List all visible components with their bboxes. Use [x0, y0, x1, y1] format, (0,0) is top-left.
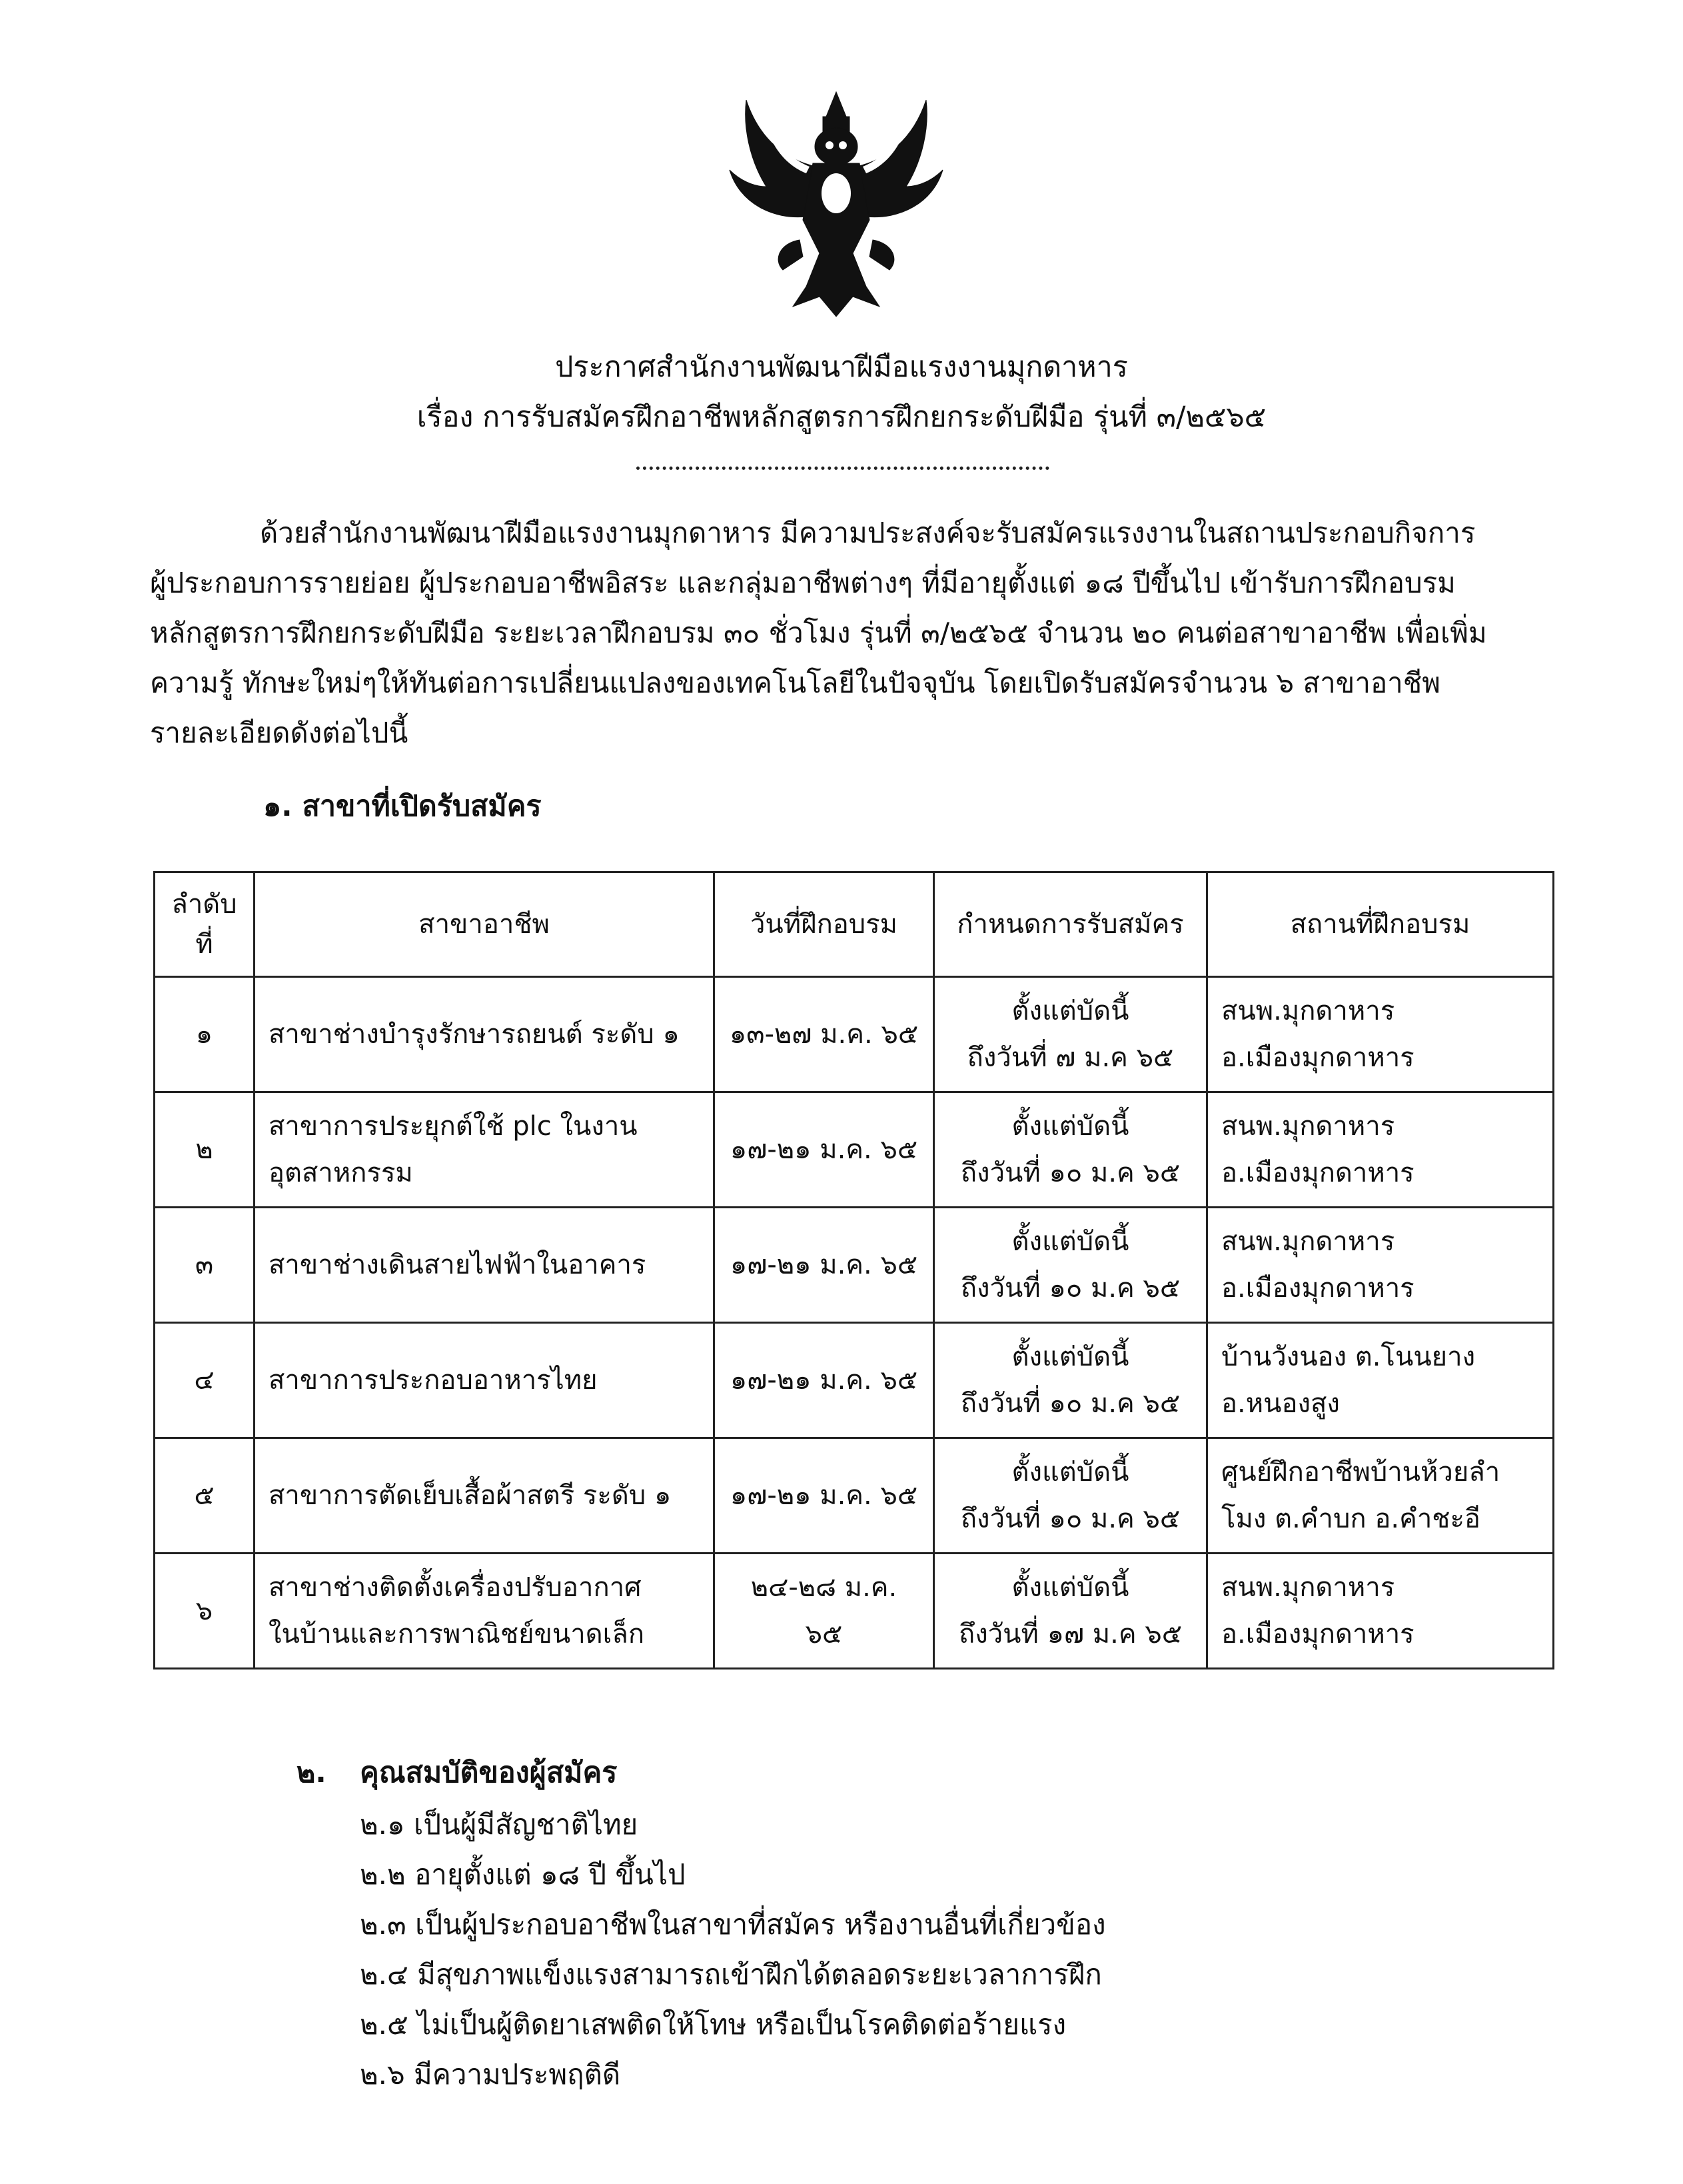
location-line: สนพ.มุกดาหาร: [1221, 1226, 1395, 1257]
location-line: อ.เมืองมุกดาหาร: [1221, 1042, 1414, 1073]
registration-line: ตั้งแต่บัดนี้: [1011, 1342, 1129, 1372]
branch-line: สาขาช่างบำรุงรักษารถยนต์ ระดับ ๑: [269, 1019, 680, 1050]
registration-cell: [934, 1323, 1207, 1438]
column-header-location: สถานที่ฝึกอบรม: [1207, 872, 1554, 977]
registration-line: ถึงวันที่ ๑๐ ม.ค ๖๕: [960, 1273, 1181, 1304]
intro-line: รายละเอียดดังต่อไปนี้: [150, 716, 408, 749]
branch-line: สาขาการประยุกต์ใช้ plc ในงาน: [269, 1111, 638, 1142]
qualifications-list: [360, 1799, 1106, 2099]
registration-line: ตั้งแต่บัดนี้: [1011, 996, 1129, 1026]
table-header-row: [155, 872, 1554, 977]
row-number: ๔: [155, 1323, 255, 1438]
dotted-divider: [636, 467, 1049, 470]
registration-cell: [934, 1438, 1207, 1554]
branch-line: สาขาการตัดเย็บเสื้อผ้าสตรี ระดับ ๑: [269, 1480, 672, 1511]
registration-line: ถึงวันที่ ๑๐ ม.ค ๖๕: [960, 1388, 1181, 1419]
branch-line: สาขาช่างติดตั้งเครื่องปรับอากาศ: [269, 1572, 642, 1603]
list-item: ๒.๓ เป็นผู้ประกอบอาชีพในสาขาที่สมัคร หรืองานอื่นที่เกี่ยวข้อง: [360, 1908, 1106, 1941]
branch-cell: [255, 1208, 714, 1323]
location-cell: [1207, 1092, 1554, 1208]
registration-line: ตั้งแต่บัดนี้: [1011, 1457, 1129, 1488]
garuda-emblem-graphic: [726, 87, 946, 327]
announcement-title: ประกาศสำนักงานพัฒนาฝีมือแรงงานมุกดาหาร: [555, 351, 1128, 384]
row-number: ๑: [155, 977, 255, 1092]
location-line: สนพ.มุกดาหาร: [1221, 1111, 1395, 1142]
row-number: ๒: [155, 1092, 255, 1208]
registration-cell: [934, 1554, 1207, 1669]
announcement-subject: เรื่อง การรับสมัครฝึกอาชีพหลักสูตรการฝึกยกระดับฝีมือ รุ่นที่ ๓/๒๕๖๕: [416, 401, 1267, 434]
list-item: ๒.๔ มีสุขภาพแข็งแรงสามารถเข้าฝึกได้ตลอดระยะเวลาการฝึก: [360, 1958, 1102, 1991]
branch-cell: [255, 1323, 714, 1438]
registration-cell: [934, 977, 1207, 1092]
row-number: ๓: [155, 1208, 255, 1323]
branch-cell: [255, 1554, 714, 1669]
location-cell: [1207, 1323, 1554, 1438]
location-cell: [1207, 1208, 1554, 1323]
table-row: [155, 1092, 1554, 1208]
branch-line: ในบ้านและการพาณิชย์ขนาดเล็ก: [269, 1619, 645, 1649]
location-cell: [1207, 977, 1554, 1092]
training-dates: ๑๗-๒๑ ม.ค. ๖๕: [714, 1208, 934, 1323]
location-line: อ.เมืองมุกดาหาร: [1221, 1273, 1414, 1304]
location-line: อ.เมืองมุกดาหาร: [1221, 1158, 1414, 1188]
registration-line: ถึงวันที่ ๑๐ ม.ค ๖๕: [960, 1158, 1181, 1188]
table-row: [155, 977, 1554, 1092]
row-number: ๕: [155, 1438, 255, 1554]
column-header-branch: สาขาอาชีพ: [255, 872, 714, 977]
training-dates: ๑๗-๒๑ ม.ค. ๖๕: [714, 1092, 934, 1208]
section2-heading: คุณสมบัติของผู้สมัคร: [360, 1756, 618, 1789]
table-row: [155, 1554, 1554, 1669]
location-cell: [1207, 1438, 1554, 1554]
training-dates: ๑๓-๒๗ ม.ค. ๖๕: [714, 977, 934, 1092]
intro-line: ด้วยสำนักงานพัฒนาฝีมือแรงงานมุกดาหาร มีความประสงค์จะรับสมัครแรงงานในสถานประกอบกิจการ: [260, 517, 1476, 549]
registration-line: ถึงวันที่ ๑๐ ม.ค ๖๕: [960, 1504, 1181, 1534]
list-item: ๒.๕ ไม่เป็นผู้ติดยาเสพติดให้โทษ หรือเป็นโรคติดต่อร้ายแรง: [360, 2008, 1067, 2041]
courses-table: [153, 871, 1554, 1669]
branch-line: สาขาการประกอบอาหารไทย: [269, 1365, 598, 1396]
location-line: บ้านวังนอง ต.โนนยาง: [1221, 1342, 1476, 1372]
column-header-no: [155, 872, 255, 977]
location-cell: [1207, 1554, 1554, 1669]
registration-line: ถึงวันที่ ๑๗ ม.ค ๖๕: [958, 1619, 1183, 1649]
intro-line: ผู้ประกอบการรายย่อย ผู้ประกอบอาชีพอิสระ และกลุ่มอาชีพต่างๆ ที่มีอายุตั้งแต่ ๑๘ ปีขึ้นไป เข้ารับการฝึกอบรม: [150, 566, 1456, 599]
branch-cell: [255, 1438, 714, 1554]
intro-line: ความรู้ ทักษะใหม่ๆให้ทันต่อการเปลี่ยนแปลงของเทคโนโลยีในปัจจุบัน โดยเปิดรับสมัครจำนวน ๖ สาขาอาชีพ: [150, 666, 1440, 699]
branch-cell: [255, 1092, 714, 1208]
intro-line: หลักสูตรการฝึกยกระดับฝีมือ ระยะเวลาฝึกอบรม ๓๐ ชั่วโมง รุ่นที่ ๓/๒๕๖๕ จำนวน ๒๐ คนต่อสาขาอาชีพ เพื่อเพิ่ม: [150, 616, 1487, 649]
table-row: [155, 1438, 1554, 1554]
section1-heading: ๑. สาขาที่เปิดรับสมัคร: [263, 790, 542, 823]
column-header-registration: กำหนดการรับสมัคร: [934, 872, 1207, 977]
table-row: [155, 1323, 1554, 1438]
registration-cell: [934, 1208, 1207, 1323]
location-line: สนพ.มุกดาหาร: [1221, 1572, 1395, 1603]
registration-line: ตั้งแต่บัดนี้: [1011, 1572, 1129, 1603]
registration-line: ตั้งแต่บัดนี้: [1011, 1111, 1129, 1142]
section2-number: ๒.: [296, 1756, 326, 1789]
list-item: ๒.๒ อายุตั้งแต่ ๑๘ ปี ขึ้นไป: [360, 1858, 686, 1891]
row-number: ๖: [155, 1554, 255, 1669]
location-line: อ.เมืองมุกดาหาร: [1221, 1619, 1414, 1649]
table-row: [155, 1208, 1554, 1323]
branch-line: สาขาช่างเดินสายไฟฟ้าในอาคาร: [269, 1250, 646, 1280]
training-dates: ๒๔-๒๘ ม.ค. ๖๕: [714, 1554, 934, 1669]
training-dates: ๑๗-๒๑ ม.ค. ๖๕: [714, 1323, 934, 1438]
list-item: ๒.๑ เป็นผู้มีสัญชาติไทย: [360, 1808, 638, 1841]
garuda-emblem: [726, 87, 946, 327]
list-item: ๒.๖ มีความประพฤติดี: [360, 2058, 621, 2091]
branch-cell: [255, 977, 714, 1092]
column-header-dates: วันที่ฝึกอบรม: [714, 872, 934, 977]
registration-cell: [934, 1092, 1207, 1208]
column-header-no-line2: ที่: [195, 929, 213, 960]
column-header-no-line1: ลำดับ: [171, 889, 237, 920]
location-line: โมง ต.คำบก อ.คำชะอี: [1221, 1504, 1480, 1534]
intro-paragraph: [150, 508, 1549, 758]
registration-line: ตั้งแต่บัดนี้: [1011, 1226, 1129, 1257]
location-line: อ.หนองสูง: [1221, 1388, 1340, 1419]
registration-line: ถึงวันที่ ๗ ม.ค ๖๕: [967, 1042, 1174, 1073]
location-line: สนพ.มุกดาหาร: [1221, 996, 1395, 1026]
branch-line: อุตสาหกรรม: [269, 1158, 413, 1188]
location-line: ศูนย์ฝึกอาชีพบ้านห้วยลำ: [1221, 1457, 1500, 1488]
training-dates: ๑๗-๒๑ ม.ค. ๖๕: [714, 1438, 934, 1554]
